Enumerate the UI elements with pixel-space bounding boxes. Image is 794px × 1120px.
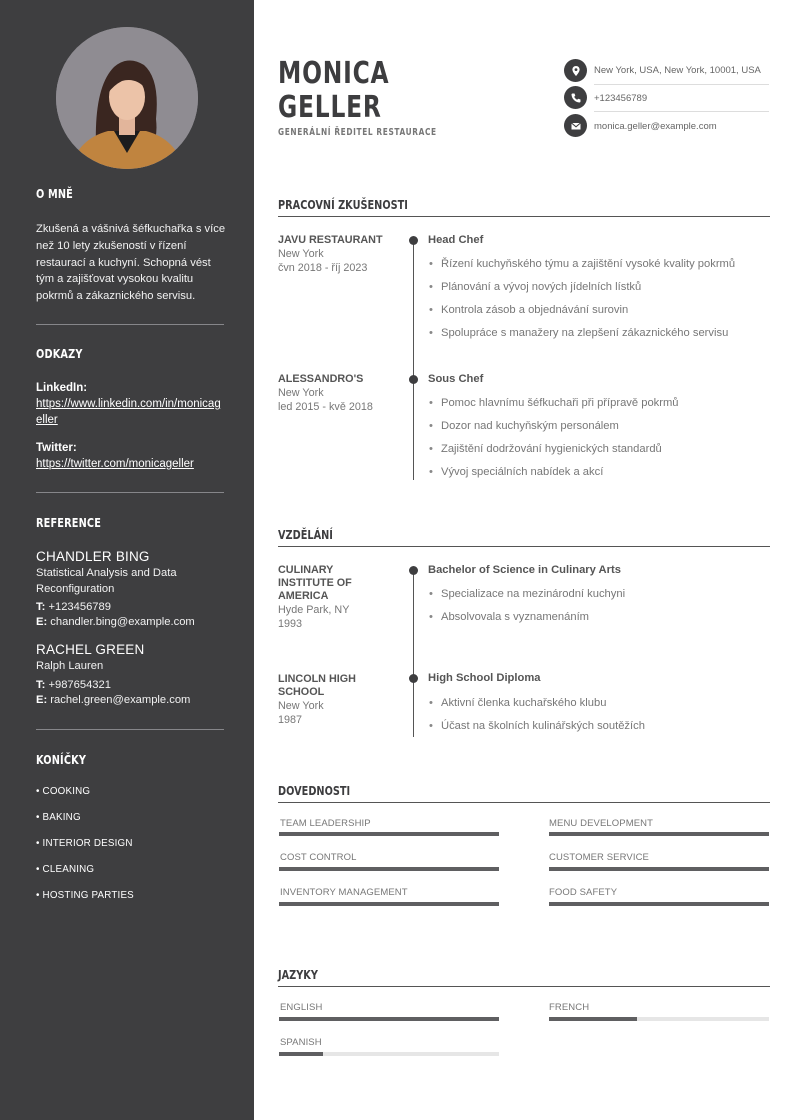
links-title: ODKAZY bbox=[36, 346, 83, 361]
reference-email: E: chandler.bing@example.com bbox=[36, 616, 195, 628]
skill-bar-fill bbox=[549, 902, 769, 906]
skill-bar bbox=[279, 867, 499, 871]
skill-bar-fill bbox=[279, 902, 499, 906]
degree: High School Diploma bbox=[428, 672, 541, 684]
phone-icon bbox=[564, 86, 587, 109]
language-label: ENGLISH bbox=[280, 1002, 323, 1013]
languages-title: JAZYKY bbox=[278, 967, 318, 982]
reference-email: E: rachel.green@example.com bbox=[36, 694, 191, 706]
linkedin-label: LinkedIn: bbox=[36, 382, 88, 394]
list-item: • Plánování a vývoj nových jídelních lístků bbox=[429, 281, 641, 293]
hobby-item: • BAKING bbox=[36, 812, 81, 823]
timeline-line bbox=[413, 570, 414, 737]
timeline-dot bbox=[409, 674, 418, 683]
school-location: New York bbox=[278, 700, 324, 712]
experience-title: PRACOVNÍ ZKUŠENOSTI bbox=[278, 197, 408, 212]
education-title: VZDĚLÁNÍ bbox=[278, 527, 333, 542]
sidebar-divider bbox=[36, 729, 224, 730]
hobby-item: • CLEANING bbox=[36, 864, 95, 875]
job-dates: led 2015 - kvě 2018 bbox=[278, 401, 373, 413]
contact-phone: +123456789 bbox=[594, 93, 648, 104]
portrait-illustration bbox=[56, 27, 198, 169]
location-pin-icon bbox=[564, 59, 587, 82]
list-item: • Aktivní členka kuchařského klubu bbox=[429, 697, 606, 709]
contact-email: monica.geller@example.com bbox=[594, 121, 717, 132]
school-name: LINCOLN HIGH SCHOOL bbox=[278, 673, 356, 698]
language-label: FRENCH bbox=[549, 1002, 590, 1013]
skill-bar bbox=[549, 902, 769, 906]
about-text: Zkušená a vášnivá šéfkuchařka s více než 10 lety zkušeností v řízení restaurací a kuchyní. Schopná vést tým a zajišťovat vysokou kvalitu pokrmů a zákaznického servisu. bbox=[36, 223, 226, 303]
timeline-dot bbox=[409, 566, 418, 575]
language-bar-fill bbox=[279, 1017, 499, 1021]
skill-bar-fill bbox=[549, 832, 769, 836]
reference-phone: T: +123456789 bbox=[36, 601, 111, 613]
contact-address: New York, USA, New York, 10001, USA bbox=[594, 65, 761, 76]
section-divider bbox=[278, 802, 770, 803]
job-title: GENERÁLNÍ ŘEDITEL RESTAURACE bbox=[278, 127, 437, 138]
envelope-icon bbox=[564, 114, 587, 137]
timeline-dot bbox=[409, 375, 418, 384]
first-name: MONICA bbox=[278, 56, 390, 91]
list-item: • Kontrola zásob a objednávání surovin bbox=[429, 304, 628, 316]
language-bar bbox=[549, 1017, 769, 1021]
skill-bar-fill bbox=[279, 867, 499, 871]
sidebar-divider bbox=[36, 324, 224, 325]
skill-label: TEAM LEADERSHIP bbox=[280, 818, 371, 829]
section-divider bbox=[278, 216, 770, 217]
section-divider bbox=[278, 986, 770, 987]
company-name: ALESSANDRO'S bbox=[278, 373, 364, 385]
section-divider bbox=[278, 546, 770, 547]
skill-label: MENU DEVELOPMENT bbox=[549, 818, 654, 829]
degree: Bachelor of Science in Culinary Arts bbox=[428, 564, 621, 576]
reference-company: Ralph Lauren bbox=[36, 660, 104, 672]
language-bar-fill bbox=[279, 1052, 323, 1056]
hobby-item: • INTERIOR DESIGN bbox=[36, 838, 133, 849]
skill-bar bbox=[279, 902, 499, 906]
language-bar-fill bbox=[549, 1017, 637, 1021]
language-bar bbox=[279, 1017, 499, 1021]
job-role: Head Chef bbox=[428, 234, 484, 246]
list-item: • Vývoj speciálních nabídek a akcí bbox=[429, 466, 603, 478]
timeline-dot bbox=[409, 236, 418, 245]
language-bar bbox=[279, 1052, 499, 1056]
skill-label: FOOD SAFETY bbox=[549, 887, 618, 898]
hobbies-title: KONÍČKY bbox=[36, 752, 87, 767]
sidebar-divider bbox=[36, 492, 224, 493]
skill-bar-fill bbox=[549, 867, 769, 871]
skills-title: DOVEDNOSTI bbox=[278, 783, 351, 798]
references-title: REFERENCE bbox=[36, 515, 102, 530]
list-item: • Řízení kuchyňského týmu a zajištění vysoké kvality pokrmů bbox=[429, 258, 735, 270]
language-label: SPANISH bbox=[280, 1037, 322, 1048]
list-item: • Spolupráce s manažery na zlepšení zákaznického servisu bbox=[429, 327, 728, 339]
reference-company: Statistical Analysis and Data Reconfiguration bbox=[36, 567, 177, 595]
about-title: O MNĚ bbox=[36, 186, 73, 201]
twitter-link[interactable]: https://twitter.com/monicageller bbox=[36, 458, 194, 470]
list-item: • Specializace na mezinárodní kuchyni bbox=[429, 588, 625, 600]
company-location: New York bbox=[278, 248, 324, 260]
skill-bar bbox=[549, 832, 769, 836]
hobby-item: • HOSTING PARTIES bbox=[36, 890, 134, 901]
list-item: • Absolvovala s vyznamenáním bbox=[429, 611, 589, 623]
hobby-item: • COOKING bbox=[36, 786, 91, 797]
profile-photo bbox=[56, 27, 198, 169]
last-name: GELLER bbox=[278, 90, 382, 125]
skill-label: INVENTORY MANAGEMENT bbox=[280, 887, 408, 898]
school-name: CULINARY INSTITUTE OF AMERICA bbox=[278, 564, 352, 602]
list-item: • Účast na školních kulinářských soutěžích bbox=[429, 720, 645, 732]
list-item: • Zajištění dodržování hygienických standardů bbox=[429, 443, 662, 455]
sidebar bbox=[0, 0, 254, 1120]
timeline-line bbox=[413, 240, 414, 480]
job-dates: čvn 2018 - říj 2023 bbox=[278, 262, 368, 274]
company-location: New York bbox=[278, 387, 324, 399]
school-year: 1987 bbox=[278, 714, 303, 726]
list-item: • Pomoc hlavnímu šéfkuchaři při přípravě pokrmů bbox=[429, 397, 679, 409]
contact-divider bbox=[594, 111, 769, 112]
skill-bar bbox=[549, 867, 769, 871]
company-name: JAVU RESTAURANT bbox=[278, 234, 383, 246]
job-role: Sous Chef bbox=[428, 373, 484, 385]
reference-name: CHANDLER BING bbox=[36, 549, 150, 564]
list-item: • Dozor nad kuchyňským personálem bbox=[429, 420, 619, 432]
skill-label: CUSTOMER SERVICE bbox=[549, 852, 649, 863]
contact-divider bbox=[594, 84, 769, 85]
skill-label: COST CONTROL bbox=[280, 852, 357, 863]
twitter-label: Twitter: bbox=[36, 442, 77, 454]
linkedin-link[interactable]: https://www.linkedin.com/in/monicageller bbox=[36, 398, 221, 426]
reference-phone: T: +987654321 bbox=[36, 679, 111, 691]
school-year: 1993 bbox=[278, 618, 303, 630]
school-location: Hyde Park, NY bbox=[278, 604, 350, 616]
skill-bar-fill bbox=[279, 832, 499, 836]
skill-bar bbox=[279, 832, 499, 836]
reference-name: RACHEL GREEN bbox=[36, 642, 145, 657]
